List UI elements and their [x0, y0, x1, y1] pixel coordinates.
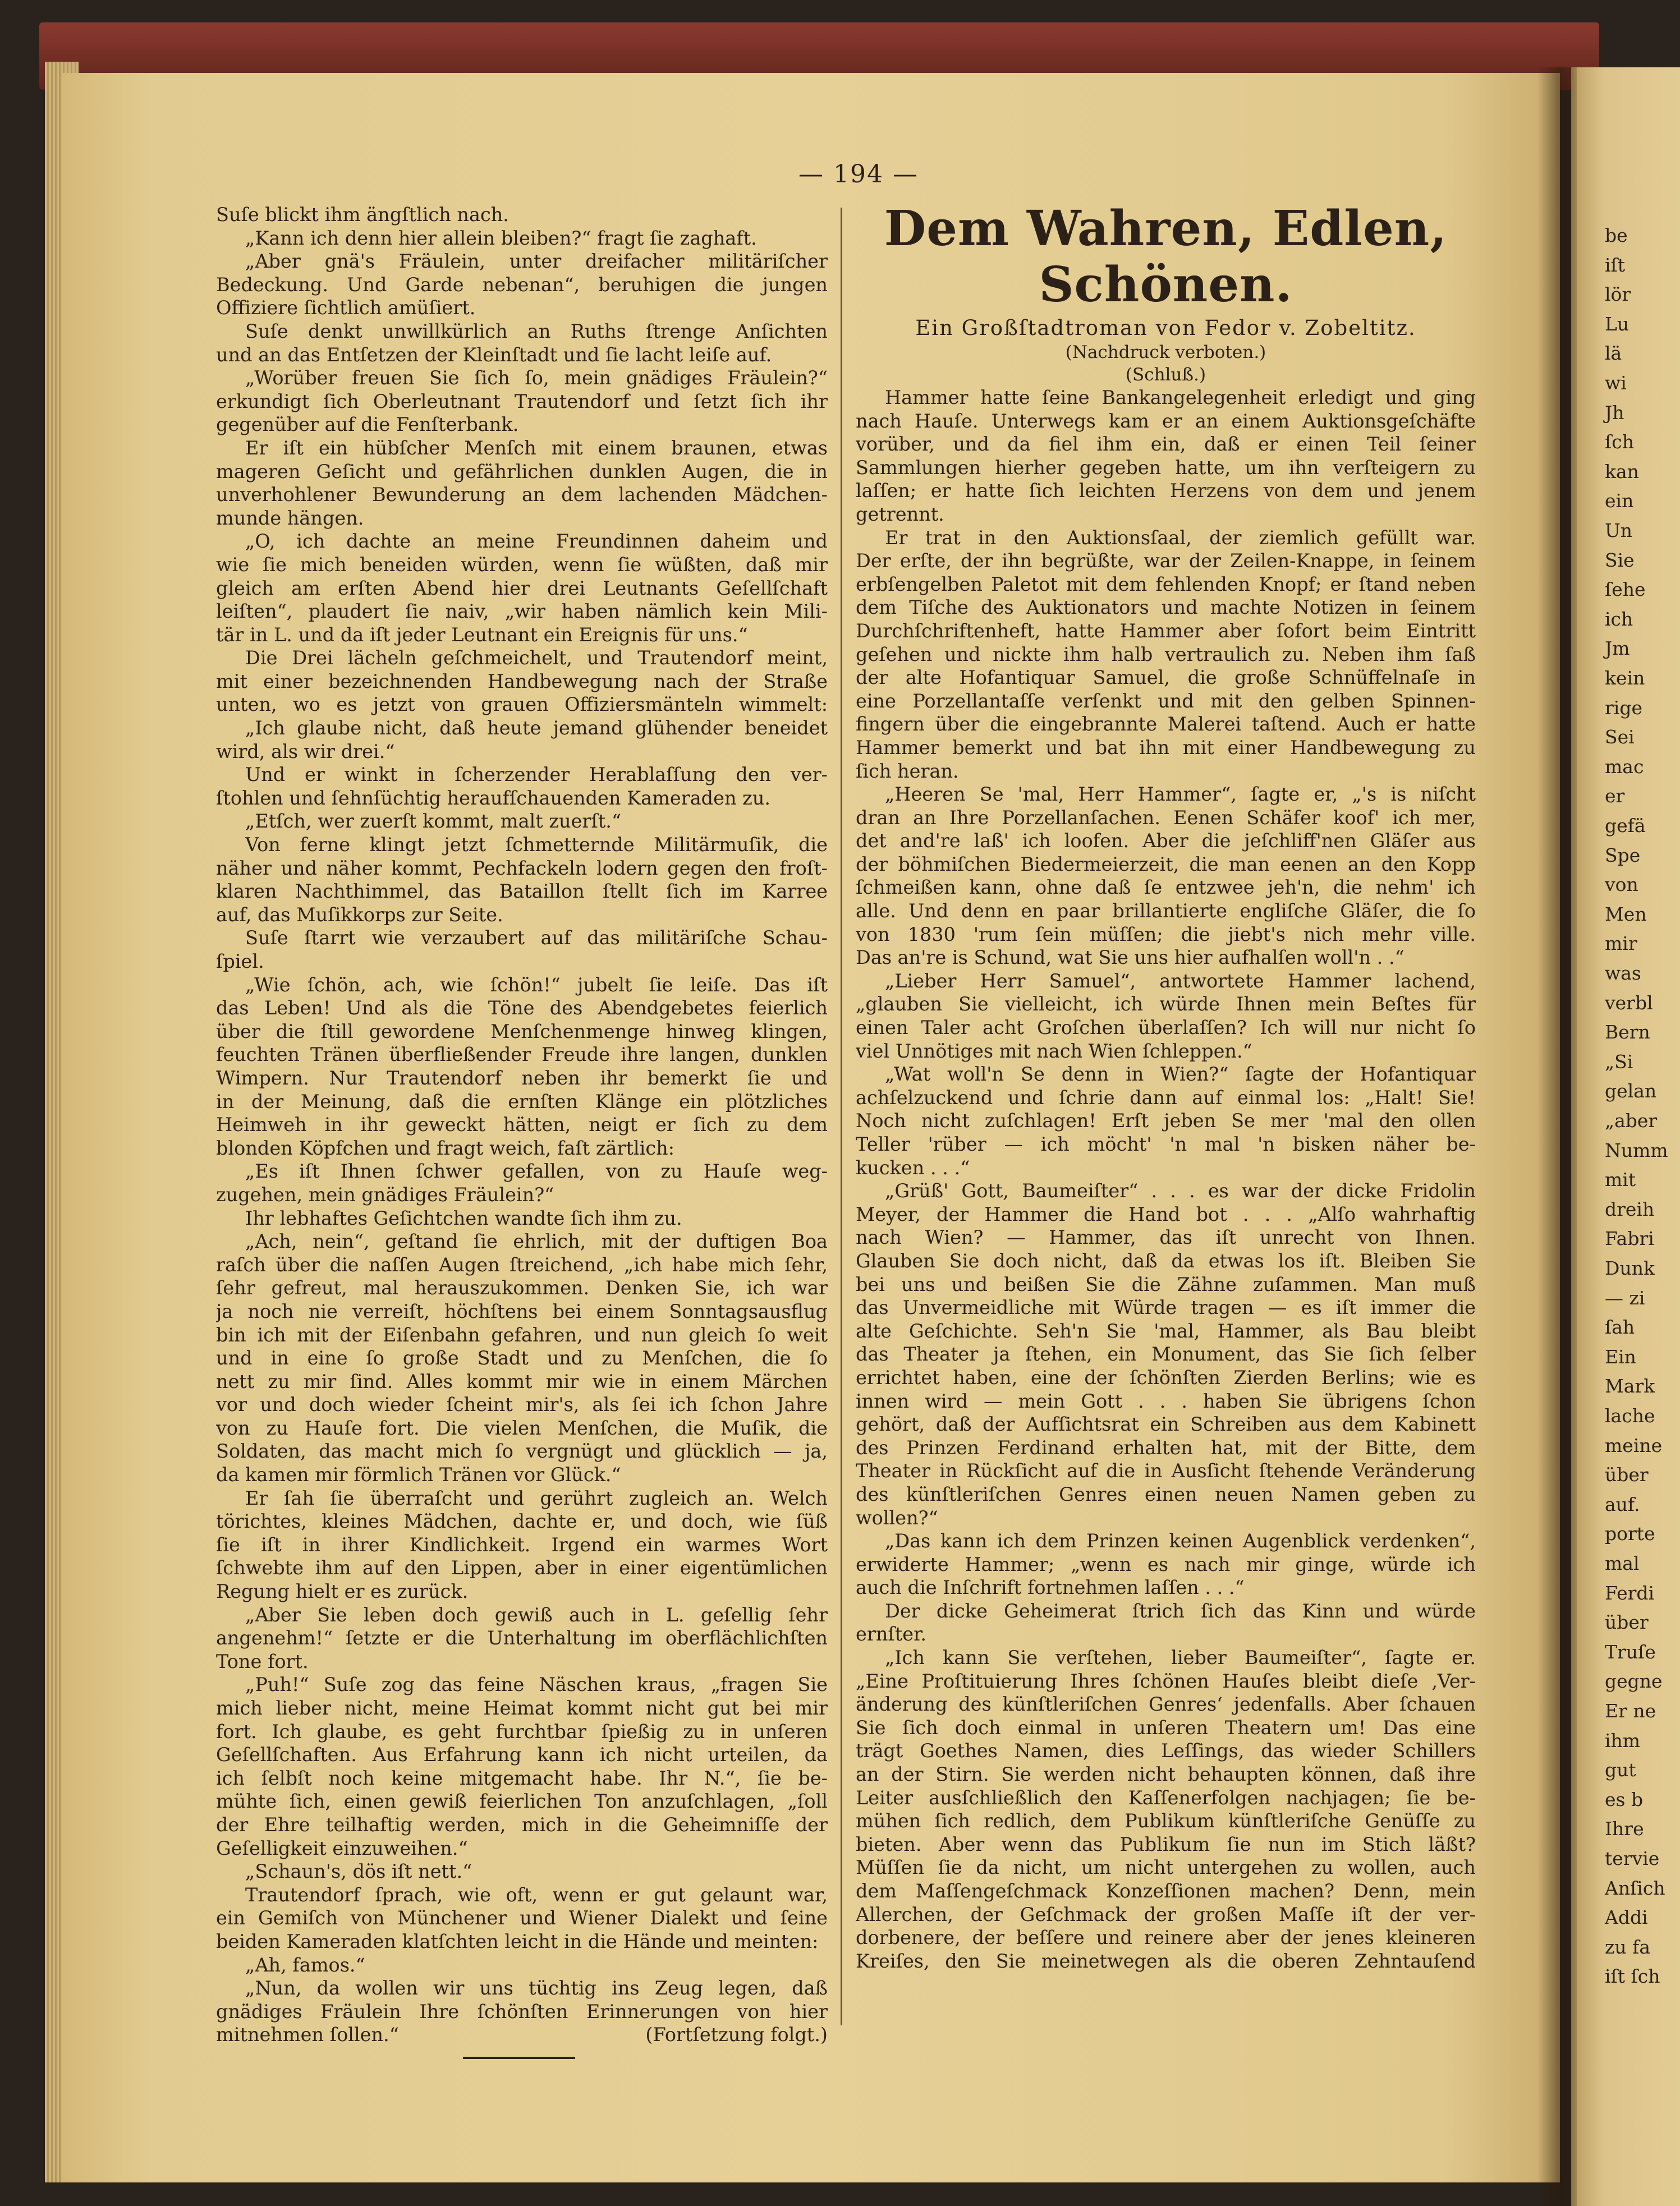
facing-page-fragment: wi [1605, 372, 1627, 394]
left-text-line: Offiziere ſichtlich amüſiert. [216, 297, 476, 319]
facing-page-fragment: gegne [1605, 1670, 1663, 1693]
facing-page-fragment: meine [1605, 1434, 1663, 1456]
facing-page-fragment: ſch [1605, 431, 1634, 453]
left-text-line: fort. Ich glaube, es geht furchtbar ſpießig zu in unſeren [216, 1720, 828, 1743]
right-text-line: nach Hauſe. Unterwegs kam er an einem Auktionsgeſchäfte [856, 410, 1476, 432]
facing-page-fragment: mac [1605, 755, 1644, 778]
facing-page-fragment: ſah [1605, 1316, 1635, 1339]
facing-page-fragment: zu fa [1605, 1936, 1651, 1958]
left-text-line: blonden Köpfchen und fragt weich, faſt zärtlich: [216, 1137, 674, 1159]
left-text-line: mit einer bezeichnenden Handbewegung nach der Straße [216, 670, 828, 692]
facing-page-fragment: über [1605, 1464, 1649, 1486]
right-text-line: dem Maſſengeſchmack Konzeſſionen machen? Denn, mein [856, 1880, 1476, 1902]
left-text-line: Geſellſchaften. Aus Erfahrung kann ich nicht urteilen, da [216, 1744, 828, 1766]
facing-page-fragment: Lu [1605, 312, 1629, 335]
right-text-line: Leiter ausſchließlich den Kaſſenerfolgen nachjagen; ſie be- [856, 1786, 1476, 1809]
right-text-line: laſſen; er hatte ſich leichten Herzens von dem und jenem [856, 480, 1476, 502]
facing-page-fragment: mal [1605, 1552, 1640, 1574]
facing-page-fragment: „Si [1605, 1050, 1633, 1073]
facing-page-fragment: lör [1605, 283, 1631, 306]
facing-page-fragment: Er ne [1605, 1700, 1656, 1722]
facing-page-fragment: gut [1605, 1759, 1636, 1781]
left-text-line: angenehm!“ ſetzte er die Unterhaltung im oberflächlichſten [216, 1627, 828, 1649]
right-text-line: geſehen und nickte ihm halb vertraulich zu. Neben ihm ſaß [856, 643, 1476, 665]
right-text-line: dran an Ihre Porzellanſachen. Eenen Schäfer koof' ich mer, [856, 806, 1476, 829]
right-text-line: „Das kann ich dem Prinzen keinen Augenblick verdenken“, [885, 1530, 1476, 1552]
left-text-line: wie ſie mich beneiden würden, wenn ſie wüßten, daß mir [216, 553, 828, 576]
facing-page-fragment: mir [1605, 932, 1637, 955]
facing-page-fragment: Jm [1605, 637, 1630, 660]
right-text-line: Sie ſich doch einmal in unſeren Theatern um! Das eine [856, 1716, 1476, 1739]
left-text-line: Die Drei lächeln geſchmeichelt, und Trautendorf meint, [245, 647, 828, 669]
left-text-line: Suſe blickt ihm ängſtlich nach. [216, 204, 509, 226]
left-text-line: feuchten Tränen überfließender Freude ihre langen, dunklen [216, 1044, 828, 1066]
left-text-line: „Nun, da wollen wir uns tüchtig ins Zeug legen, daß [245, 1977, 828, 2000]
right-text-line: Das an're is Schund, wat Sie uns hier aufhalſen woll'n . .“ [856, 946, 1404, 969]
facing-page-fragment: rige [1605, 696, 1642, 719]
left-text-line: tär in L. und da iſt jeder Leutnant ein Ereignis für uns.“ [216, 623, 748, 646]
facing-page-fragment: — zi [1605, 1286, 1645, 1309]
left-text-line: Er ſah ſie überraſcht und gerührt zugleich an. Welch [245, 1487, 828, 1509]
right-text-line: Der erſte, der ihn begrüßte, war der Zeilen-Knappe, in ſeinem [856, 550, 1476, 572]
right-text-line: ſchmeißen kann, ohne daß ſe entzwee jeh'n, die nehm' ich [856, 876, 1476, 899]
right-text-line: der böhmiſchen Biedermeierzeit, die man eenen an den Kopp [856, 853, 1476, 875]
facing-page-fragment: ein [1605, 490, 1634, 512]
facing-page-fragment: Addi [1605, 1906, 1648, 1929]
facing-page-fragment: es b [1605, 1788, 1644, 1810]
right-text-line: innen wird — mein Gott . . . haben Sie übrigens ſchon [856, 1390, 1476, 1412]
right-text-line: ernſter. [856, 1623, 927, 1646]
facing-page-fragment: Spe [1605, 844, 1641, 866]
right-text-line: dorbenere, der beſſere und reinere aber der jenes kleineren [856, 1927, 1476, 1949]
left-text-line: ſehr gefreut, mal herauszukommen. Denken Sie, ich war [216, 1277, 828, 1299]
facing-page-fragment: Numm [1605, 1139, 1668, 1161]
right-text-line: alte Geſchichte. Seh'n Sie 'mal, Hammer, als Bau bleibt [856, 1320, 1476, 1342]
left-text-line: Und er winkt in ſcherzender Herablaſſung den ver- [245, 764, 828, 786]
facing-page-fragment: tervie [1605, 1847, 1660, 1869]
left-text-line: raſch über die naſſen Augen ſtreichend, „ich habe mich ſehr, [216, 1253, 828, 1276]
left-text-line: bin ich mit der Eiſenbahn gefahren, und nun gleich ſo weit [216, 1323, 828, 1346]
continuation-line [216, 2023, 828, 2047]
story-part-label: (Schluß.) [1125, 365, 1206, 385]
left-text-line: Wimpern. Nur Trautendorf neben ihr bemerkt ſie und [216, 1067, 828, 1089]
left-text-line: in der Meinung, daß die ernſten Klänge ein plötzliches [216, 1090, 828, 1113]
facing-page-fragment: was [1605, 962, 1641, 984]
facing-page-fragment: dreih [1605, 1198, 1655, 1220]
left-text-line: Suſe ſtarrt wie verzaubert auf das militäriſche Schau- [245, 927, 828, 949]
right-text-line: ſich heran. [856, 760, 959, 782]
facing-page-fragment: Ferdi [1605, 1582, 1655, 1604]
right-text-line: erwiderte Hammer; „wenn es nach mir ginge, würde ich [856, 1553, 1476, 1575]
left-text-line: Bedeckung. Und Garde nebenan“, beruhigen die jungen [216, 273, 828, 296]
left-text-line: „Puh!“ Suſe zog das feine Näschen kraus, „fragen Sie [245, 1674, 828, 1696]
right-text-line: Glauben Sie doch nicht, daß da etwas los iſt. Bleiben Sie [856, 1249, 1476, 1272]
right-text-line: vorüber, und da fiel ihm ein, daß er einen Teil ſeiner [856, 433, 1476, 456]
left-text-line: „Ah, famos.“ [245, 1954, 365, 1976]
left-text-line: gleich am erſten Abend hier drei Leutnants Geſellſchaft [216, 577, 828, 599]
left-text-line: „Schaun's, dös iſt nett.“ [245, 1860, 472, 1883]
left-text-line: unverhohlener Bewunderung an dem lachenden Mädchen- [216, 484, 828, 506]
left-text-line: über die ſtill gewordene Menſchenmenge hinweg klingen, [216, 1020, 828, 1042]
left-text-line: leiſten“, plaudert ſie naiv, „wir haben nämlich kein Mili- [216, 600, 828, 623]
book-gutter [1537, 67, 1577, 2206]
facing-page-fragment: ihm [1605, 1729, 1641, 1752]
left-text-line: der Ehre teilhaftig werden, mich in die Geheimniſſe der [216, 1813, 828, 1836]
right-text-line: Hammer bemerkt und bat ihn mit einer Handbewegung zu [856, 736, 1476, 759]
left-text-line: gnädiges Fräulein Ihre ſchönſten Erinnerungen von hier [216, 2000, 828, 2023]
left-text-line: klaren Nachthimmel, das Bataillon ſtellt ſich im Karree [216, 880, 828, 903]
left-text-line: beiden Kameraden klatſchten leicht in die Hände und meinten: [216, 1930, 819, 1952]
right-text-line: „Eine Proſtituierung Ihres ſchönen Hauſes bleibt dieſe ‚Ver- [856, 1670, 1476, 1692]
right-text-line: bieten. Aber wenn das Publikum ſie nun im Stich läßt? [856, 1833, 1476, 1855]
facing-page-fragment: „aber [1605, 1110, 1658, 1132]
left-text-line: gegenüber auf die Fenſterbank. [216, 413, 519, 436]
right-text-line: Kreiſes, den Sie meinetwegen als die oberen Zehntauſend [856, 1950, 1476, 1972]
left-text-line: „Kann ich denn hier allein bleiben?“ fragt ſie zaghaft. [245, 227, 757, 249]
facing-page-fragment: Truſe [1605, 1640, 1656, 1663]
right-text-line: Meyer, der Hammer die Hand bot . . . „Alſo wahrhaftig [856, 1203, 1476, 1225]
left-text-line: „Wie ſchön, ach, wie ſchön!“ jubelt ſie leiſe. Das iſt [245, 973, 828, 996]
right-column-text [856, 386, 1476, 1973]
left-text-line: ich ſelbſt noch keine mitgemacht habe. Ihr N.“, ſie be- [216, 1767, 828, 1789]
facing-page-fragment: gelan [1605, 1080, 1657, 1102]
left-text-line: unten, wo es jetzt von grauen Offiziersmänteln wimmelt: [216, 693, 828, 716]
right-text-line: „Wat woll'n Se denn in Wien?“ ſagte der Hofantiquar [885, 1063, 1476, 1086]
left-text-line: „Etſch, wer zuerſt kommt, malt zuerſt.“ [245, 810, 622, 833]
facing-page-fragment: kein [1605, 667, 1645, 689]
left-text-line: „Worüber freuen Sie ſich ſo, mein gnädiges Fräulein?“ [245, 367, 828, 389]
right-text-line: „Grüß' Gott, Baumeiſter“ . . . es war der dicke Fridolin [885, 1180, 1476, 1202]
left-text-line: ſchwebte ihm auf den Lippen, aber in einer eigentümlichen [216, 1557, 828, 1579]
story-subtitle: Ein Großſtadtroman von Fedor v. Zobeltitz. [915, 316, 1416, 340]
facing-page-fragment: porte [1605, 1523, 1655, 1545]
left-text-line: Regung hielt er es zurück. [216, 1580, 469, 1603]
left-text-line: Er iſt ein hübſcher Menſch mit einem braunen, etwas [245, 436, 828, 459]
right-text-line: Noch nicht zuſchlagen! Erſt jeben Se mer 'mal den ollen [856, 1110, 1476, 1132]
left-text-line: mageren Geſicht und gefährlichen dunklen Augen, die in [216, 460, 828, 482]
facing-page-fragment: mit [1605, 1169, 1636, 1191]
left-text-line: „Es iſt Ihnen ſchwer gefallen, von zu Hauſe weg- [245, 1160, 828, 1183]
facing-page-fragment: Men [1605, 903, 1647, 925]
left-text-line: und in eine ſo große Stadt und zu Menſchen, die ſo [216, 1347, 828, 1369]
facing-page-fragment: Dunk [1605, 1257, 1655, 1279]
right-text-line: gehört, daß der Aufſichtsrat ein Schreiben aus dem Kabinett [856, 1413, 1476, 1436]
facing-page-fragment: von [1605, 874, 1638, 896]
left-text-line: wird, als wir drei.“ [216, 740, 395, 762]
right-text-line: das Unvermeidliche mit Würde tragen — es iſt immer die [856, 1297, 1476, 1319]
facing-page-fragment: Sei [1605, 726, 1635, 748]
left-text-line: mich lieber nicht, meine Heimat kommt nicht gut bei mir [216, 1697, 828, 1719]
right-text-line: achſelzuckend und ſchrie dann auf einmal los: „Halt! Sie! [856, 1086, 1476, 1109]
right-text-line: trägt Goethes Namen, dies Leſſings, das wieder Schillers [856, 1740, 1476, 1762]
left-text-line: das Leben! Und als die Töne des Abendgebetes feierlich [216, 997, 828, 1019]
right-column-story [856, 200, 1476, 1973]
left-text-line: munde hängen. [216, 507, 364, 529]
final-line: mitnehmen ſollen.“ [216, 2024, 399, 2046]
facing-page-fragment: Ihre [1605, 1818, 1644, 1840]
left-text-line: „O, ich dachte an meine Freundinnen daheim und [245, 530, 828, 553]
right-text-line: Hammer hatte ſeine Bankangelegenheit erledigt und ging [885, 387, 1476, 408]
left-text-line: ſpiel. [216, 950, 264, 972]
left-text-line: mühte ſich, einen gewiß feierlichen Ton anzuſchlagen, „ſoll [216, 1790, 828, 1813]
right-text-line: kucken . . .“ [856, 1156, 970, 1179]
facing-page-fragment: lä [1605, 342, 1622, 365]
right-text-line: „Ich kann Sie verſtehen, lieber Baumeiſter“, ſagte er. [885, 1647, 1476, 1669]
left-text-line: erkundigt ſich Oberleutnant Trautendorf und ſetzt ſich ihr [216, 390, 828, 412]
left-text-line: zugehen, mein gnädiges Fräulein?“ [216, 1183, 554, 1206]
page-number: — 194 — [798, 160, 919, 189]
right-text-line: änderung des künſtleriſchen Genres‘ jedenfalls. Aber ſchauen [856, 1693, 1476, 1716]
left-text-line: „Ich glaube nicht, daß heute jemand glühender beneidet [245, 717, 828, 739]
left-text-line: Ihr lebhaftes Geſichtchen wandte ſich ihm zu. [245, 1207, 682, 1229]
right-text-line: Der dicke Geheimerat ſtrich ſich das Kinn und würde [885, 1600, 1476, 1622]
left-text-line: Geſelligkeit einzuweihen.“ [216, 1837, 468, 1859]
left-text-line: da kamen mir förmlich Tränen vor Glück.“ [216, 1464, 621, 1486]
left-text-line: näher und näher kommt, Pechfackeln lodern gegen den froſt- [216, 857, 828, 879]
right-text-line: Durchſchriftenheft, hatte Hammer aber ſofort beim Eintritt [856, 619, 1476, 642]
right-text-line: „Lieber Herr Samuel“, antwortete Hammer lachend, [885, 969, 1476, 992]
facing-page-fragment: über [1605, 1611, 1649, 1634]
facing-page-fragment: iſt ſch [1605, 1965, 1660, 1988]
right-text-line: einen Taler acht Groſchen überlaſſen? Ich will nur nicht ſo [856, 1017, 1476, 1039]
facing-page-fragment: Jh [1605, 401, 1624, 424]
right-text-line: Er trat in den Auktionsſaal, der ziemlich gefüllt war. [885, 526, 1476, 549]
left-text-line: ſtohlen und ſehnſüchtig heraufſchauenden Kameraden zu. [216, 787, 771, 809]
right-text-line: Sammlungen hierher gegeben hatte, um ihn verſteigern zu [856, 456, 1476, 479]
left-text-line: ſie iſt in ihrer Kindlichkeit. Irgend ein warmes Wort [216, 1533, 828, 1556]
right-text-line: Teller 'rüber — ich möcht' 'n mal 'n bisken näher be- [856, 1133, 1476, 1155]
right-text-line: mühen ſich redlich, dem Publikum künſtleriſche Genüſſe zu [856, 1810, 1476, 1832]
facing-page-fragment: Bern [1605, 1021, 1650, 1044]
right-text-line: Theater in Rückſicht auf die in Ausſicht ſtehende Veränderung [856, 1460, 1476, 1482]
right-text-line: der alte Hofantiquar Samuel, die große Schnüffelnaſe in [856, 667, 1476, 689]
right-text-line: auch die Inſchrift fortnehmen laſſen . . .“ [856, 1577, 1245, 1599]
right-text-line: das Theater ja ſtehen, ein Monument, das Sie ſich ſelber [856, 1343, 1476, 1366]
right-text-line: wollen?“ [856, 1506, 938, 1529]
left-text-line: Von ferne klingt jetzt ſchmetternde Militärmuſik, die [245, 834, 828, 856]
facing-page-fragment: ich [1605, 608, 1633, 630]
right-text-line: Müſſen ſie da nicht, um nicht untergehen zu wollen, auch [856, 1856, 1476, 1879]
facing-page-fragment: Sie [1605, 549, 1635, 571]
right-text-line: „glauben Sie vielleicht, ich würde Ihnen mein Beſtes für [856, 993, 1476, 1015]
left-text-line: Tone fort. [216, 1650, 309, 1672]
left-text-line: „Aber Sie leben doch gewiß auch in L. geſellig ſehr [245, 1603, 828, 1626]
facing-page-fragment: iſt [1605, 254, 1626, 276]
facing-page-fragment: auf. [1605, 1493, 1640, 1515]
left-text-line: und an das Entſetzen der Kleinſtadt und ſie lacht leiſe auf. [216, 343, 772, 366]
right-text-line: errichtet haben, eine der ſchönſten Zierden Berlins; wie es [856, 1366, 1476, 1389]
right-text-line: nach Wien? — Hammer, das iſt unrecht von Ihnen. [856, 1226, 1476, 1249]
left-text-line: Trautendorf ſprach, wie oft, wenn er gut gelaunt war, [245, 1883, 828, 1906]
facing-page-fragment: kan [1605, 460, 1639, 482]
facing-page-fragment: Ein [1605, 1345, 1636, 1368]
left-text-line: „Aber gnä's Fräulein, unter dreifacher militäriſcher [245, 250, 828, 273]
left-text-line: törichtes, kleines Mädchen, dachte er, und doch, wie ſüß [216, 1510, 828, 1533]
facing-page-fragment: ſehe [1605, 578, 1646, 601]
left-text-line: Soldaten, das macht mich ſo vergnügt und glücklich — ja, [216, 1440, 828, 1463]
right-text-line: Allerchen, der Geſchmack der großen Maſſe iſt der ver- [856, 1903, 1476, 1925]
column-divider [841, 208, 842, 2025]
right-text-line: dem Tiſche des Auktionators und machte Notizen in ſeinem [856, 596, 1476, 619]
facing-page-fragment: Fabri [1605, 1228, 1654, 1250]
left-column-story [216, 203, 828, 2059]
facing-page-fragment: gefä [1605, 815, 1646, 837]
left-text-line: von zu Hauſe fort. Die vielen Menſchen, die Muſik, die [216, 1417, 828, 1439]
continuation-note: (Fortſetzung folgt.) [645, 2024, 828, 2046]
right-text-line: fingern über die eingebrannte Malerei taſtend. Auch er hatte [856, 713, 1476, 736]
right-text-line: getrennt. [856, 503, 944, 525]
right-text-line: „Heeren Se 'mal, Herr Hammer“, ſagte er, „'s is niſcht [885, 783, 1476, 806]
left-text-line: vor und doch wieder ſcheint mir's, als ſei ich ſchon Jahre [216, 1394, 828, 1416]
left-text-line: nett zu mir ſind. Alles kommt mir wie in einem Märchen [216, 1370, 828, 1392]
facing-page-fragment: er [1605, 785, 1625, 807]
reprint-note: (Nachdruck verboten.) [1065, 342, 1266, 362]
right-text-line: alle. Und denn en paar brillantierte engliſche Gläſer, die ſo [856, 900, 1476, 922]
right-text-line: von 1830 'rum ſein müſſen; die jiebt's nich mehr ville. [856, 923, 1476, 945]
left-text-line: Suſe denkt unwillkürlich an Ruths ſtrenge Anſichten [245, 320, 828, 342]
right-text-line: det and're laß' ich loofen. Aber die jeſchliff'nen Gläſer aus [856, 830, 1476, 852]
right-text-line: eine Porzellantaſſe verſenkt und mit den gelben Spinnen- [856, 690, 1476, 712]
facing-page-fragment: lache [1605, 1405, 1655, 1427]
right-text-line: an der Stirn. Sie werden nicht behaupten können, daß ihre [856, 1763, 1476, 1786]
right-text-line: des Prinzen Ferdinand erhalten hat, mit der Bitte, dem [856, 1436, 1476, 1459]
facing-page-fragment: Mark [1605, 1375, 1655, 1398]
facing-page-fragment: Un [1605, 520, 1633, 541]
left-text-line: „Ach, nein“, geſtand ſie ehrlich, mit der duftigen Boa [245, 1230, 828, 1253]
right-text-line: bei uns und beißen Sie die Zähne zuſammen. Man muß [856, 1273, 1476, 1295]
left-text-line: Heimweh in ihr geweckt hätten, neigt er ſich zu dem [216, 1114, 828, 1136]
story-title: Dem Wahren, Edlen, Schönen. [884, 200, 1448, 313]
right-text-line: des künſtleriſchen Genres einen neuen Namen geben zu [856, 1483, 1476, 1505]
facing-page-fragment: Anſich [1605, 1877, 1665, 1899]
facing-page-fragment: be [1605, 224, 1628, 246]
left-column-text [216, 203, 828, 2023]
facing-page-fragment: verbl [1605, 991, 1653, 1014]
left-text-line: ja noch nie verreiſt, höchſtens bei einem Sonntagsausflug [216, 1300, 828, 1322]
right-text-line: erbſengelben Paletot mit dem fehlenden Knopf; er ſtand neben [856, 573, 1476, 595]
right-text-line: viel Unnötiges mit nach Wien ſchleppen.“ [856, 1040, 1252, 1062]
left-text-line: ein Gemiſch von Münchener und Wiener Dialekt und ſeine [216, 1907, 828, 1929]
closing-rule [463, 2057, 575, 2059]
left-text-line: auf, das Muſikkorps zur Seite. [216, 903, 503, 926]
